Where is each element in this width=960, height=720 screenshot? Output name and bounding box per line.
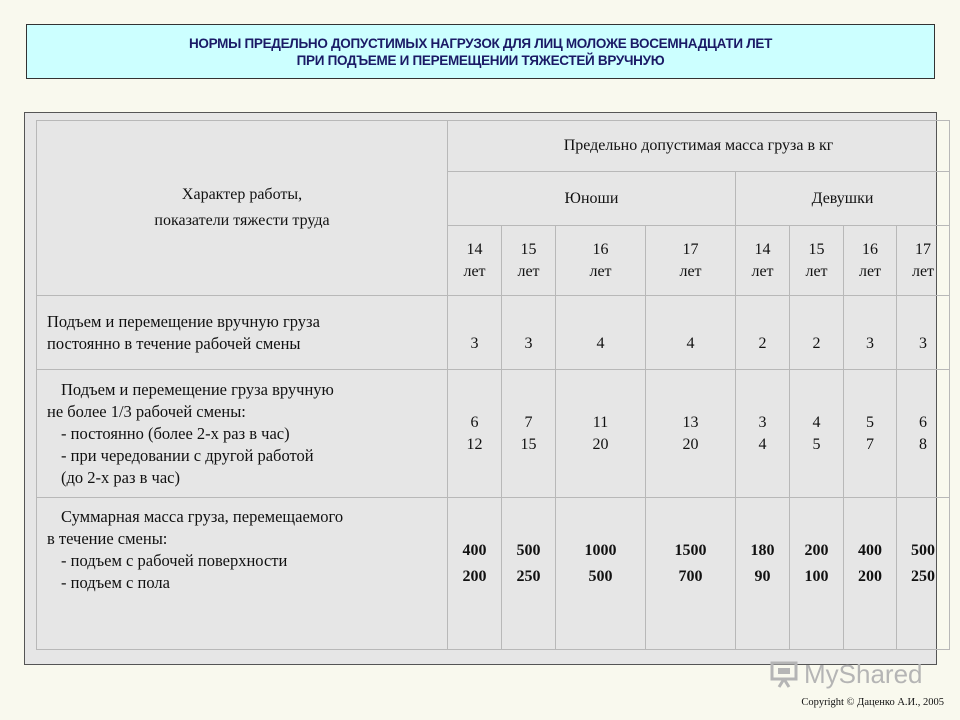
age-number: 17 [682, 240, 699, 258]
value-b: 7 [866, 435, 874, 453]
table-row [37, 296, 950, 370]
row-label [37, 498, 448, 650]
mass-header: Предельно допустимая масса груза в кг [448, 121, 950, 172]
row-label [37, 370, 448, 498]
value-b: 20 [682, 435, 699, 453]
value-b: 250 [911, 567, 936, 585]
value-a: 1500 [674, 541, 707, 559]
value-cell [448, 498, 502, 650]
age-cell [844, 226, 897, 296]
value-cell [556, 370, 646, 498]
age-number: 14 [466, 240, 483, 258]
value-a: 400 [858, 541, 882, 559]
age-number: 16 [592, 240, 609, 258]
row-label-line: Суммарная масса груза, перемещаемого [61, 507, 344, 526]
value-cell: 3 [448, 296, 502, 370]
value-cell [844, 498, 897, 650]
value-cell [790, 498, 844, 650]
value-cell [736, 498, 790, 650]
title-line-1: НОРМЫ ПРЕДЕЛЬНО ДОПУСТИМЫХ НАГРУЗОК ДЛЯ ЛИЦ МОЛОЖЕ ВОСЕМНАДЦАТИ ЛЕТ [188, 35, 773, 51]
table-row [37, 498, 950, 650]
row-label-line: Подъем и перемещение вручную груза [47, 311, 320, 331]
age-unit: лет [589, 262, 612, 280]
value-b: 200 [858, 567, 882, 585]
row-label-line: постоянно в течение рабочей смены [47, 333, 301, 353]
value-cell [646, 498, 736, 650]
value-cell [556, 498, 646, 650]
age-number: 15 [520, 240, 537, 258]
value-cell [448, 370, 502, 498]
age-cell [790, 226, 844, 296]
boys-header: Юноши [448, 172, 736, 226]
value-cell: 3 [844, 296, 897, 370]
title-banner [26, 24, 935, 79]
value-cell [502, 498, 556, 650]
title-line-2: ПРИ ПОДЪЕМЕ И ПЕРЕМЕЩЕНИИ ТЯЖЕСТЕЙ ВРУЧНУЮ [296, 52, 665, 68]
age-number: 17 [915, 240, 932, 258]
row-label [37, 296, 448, 370]
row-label-line: - при чередовании с другой работой [61, 445, 314, 465]
row-label-line: - подъем с рабочей поверхности [61, 551, 288, 570]
value-a: 13 [682, 413, 699, 431]
work-type-header [37, 121, 448, 296]
girls-header: Девушки [736, 172, 950, 226]
value-b: 250 [516, 567, 541, 585]
norms-table [36, 120, 950, 650]
copyright: Copyright © Даценко А.И., 2005 [801, 697, 944, 708]
value-a: 180 [750, 541, 775, 559]
value-a: 200 [804, 541, 829, 559]
value-b: 8 [919, 435, 928, 453]
value-a: 3 [758, 413, 767, 431]
value-a: 500 [516, 541, 541, 559]
value-a: 1000 [584, 541, 617, 559]
row-label-line: - постоянно (более 2-х раз в час) [61, 423, 290, 443]
row-label-line: Подъем и перемещение груза вручную [61, 379, 334, 399]
value-cell [502, 370, 556, 498]
row-label-line: - подъем с пола [61, 573, 170, 592]
value-cell: 4 [556, 296, 646, 370]
age-unit: лет [517, 262, 540, 280]
row-label-line: в течение смены: [47, 529, 168, 548]
age-cell [646, 226, 736, 296]
value-a: 7 [524, 413, 533, 431]
value-a: 4 [812, 413, 821, 431]
value-a: 5 [866, 413, 874, 431]
age-cell [897, 226, 950, 296]
value-b: 4 [758, 435, 767, 453]
age-cell [556, 226, 646, 296]
value-b: 500 [588, 567, 613, 585]
value-b: 20 [592, 435, 609, 453]
work-type-header-line-1: Характер работы, [181, 186, 303, 203]
value-cell [897, 370, 950, 498]
age-cell [448, 226, 502, 296]
value-cell: 3 [897, 296, 950, 370]
row-label-line: (до 2-х раз в час) [61, 467, 180, 487]
value-a: 400 [462, 541, 487, 559]
value-b: 90 [754, 567, 771, 585]
watermark-logo [770, 659, 923, 689]
value-cell: 2 [736, 296, 790, 370]
value-a: 6 [470, 413, 479, 431]
age-unit: лет [911, 262, 935, 280]
age-unit: лет [805, 262, 828, 280]
age-number: 14 [754, 240, 771, 258]
value-b: 200 [462, 567, 487, 585]
value-b: 700 [678, 567, 703, 585]
row-label-line: не более 1/3 рабочей смены: [47, 401, 246, 421]
value-cell [844, 370, 897, 498]
value-b: 100 [804, 567, 829, 585]
value-a: 11 [592, 413, 609, 431]
age-number: 15 [808, 240, 825, 258]
age-number: 16 [862, 240, 878, 258]
age-cell [502, 226, 556, 296]
age-cell [736, 226, 790, 296]
table-row [37, 370, 950, 498]
value-b: 12 [466, 435, 483, 453]
value-cell: 3 [502, 296, 556, 370]
age-unit: лет [463, 262, 486, 280]
value-cell [646, 370, 736, 498]
presentation-icon [770, 660, 800, 688]
age-unit: лет [679, 262, 702, 280]
age-unit: лет [751, 262, 774, 280]
value-cell: 2 [790, 296, 844, 370]
work-type-header-line-2: показатели тяжести труда [154, 212, 330, 229]
value-cell [736, 370, 790, 498]
value-a: 6 [919, 413, 928, 431]
watermark-text: MyShared [804, 658, 923, 689]
value-cell [790, 370, 844, 498]
value-cell [897, 498, 950, 650]
age-unit: лет [858, 262, 882, 280]
value-b: 15 [520, 435, 537, 453]
value-cell: 4 [646, 296, 736, 370]
value-a: 500 [911, 541, 936, 559]
value-b: 5 [812, 435, 821, 453]
